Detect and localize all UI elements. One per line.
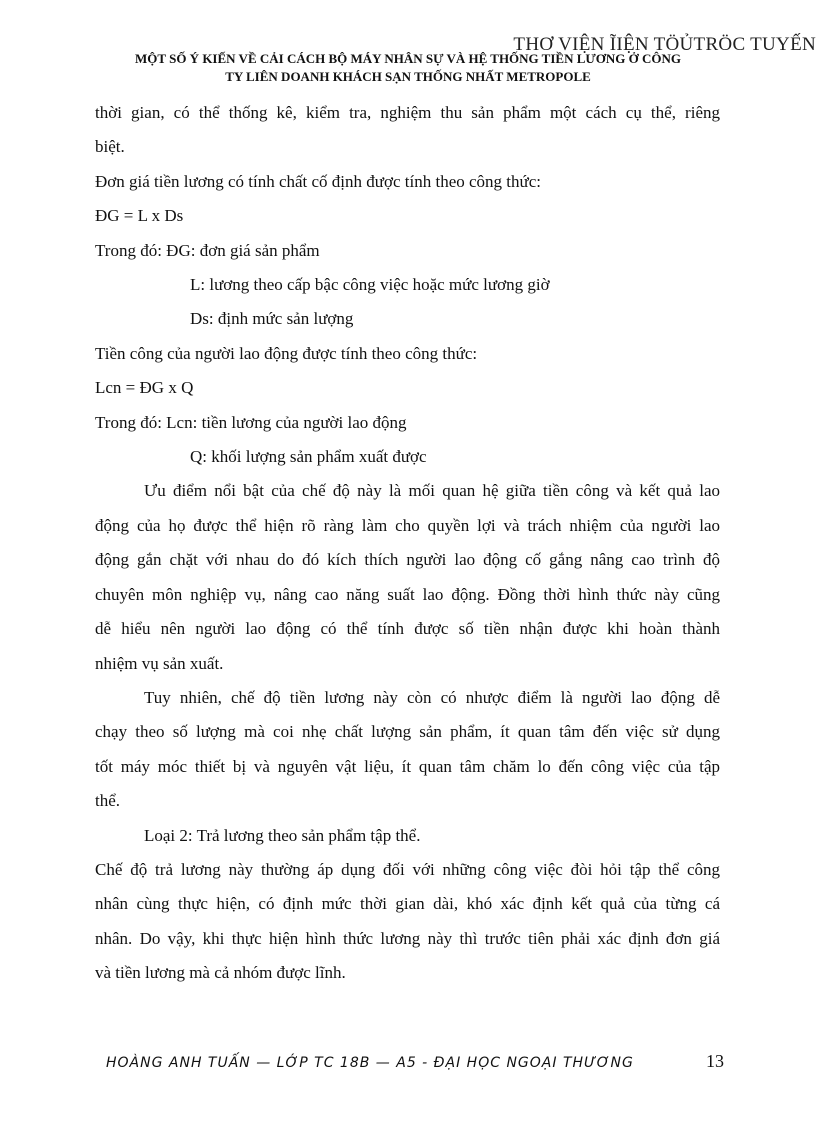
watermark: THƠ VIỆN ĨIỆN TÖỦTRÖC TUYẾN bbox=[513, 34, 816, 55]
header-line-2: TY LIÊN DOANH KHÁCH SẠN THỐNG NHẤT METROPOLE bbox=[225, 69, 591, 84]
definition-line: L: lương theo cấp bậc công việc hoặc mức lương giờ bbox=[190, 275, 550, 295]
text-line: biệt. bbox=[95, 137, 125, 157]
footer-author: HOÀNG ANH TUẤN — LỚP TC 18B — A5 - ĐẠI HỌC NGOẠI THƯƠNG bbox=[106, 1055, 634, 1071]
text-line: nhân cùng thực hiện, có định mức thời gian dài, khó xác định kết quả của từng cá bbox=[95, 894, 720, 914]
text-line: Trong đó: ĐG: đơn giá sản phẩm bbox=[95, 240, 320, 260]
text-line: chuyên môn nghiệp vụ, nâng cao năng suất lao động. Đồng thời hình thức này cũng bbox=[95, 584, 720, 604]
text-line: Ưu điểm nổi bật của chế độ này là mối quan hệ giữa tiền công và kết quả lao bbox=[144, 481, 720, 501]
text-line: Đơn giá tiền lương có tính chất cố định được tính theo công thức: bbox=[95, 171, 541, 191]
document-body bbox=[95, 96, 720, 991]
text-line: Tuy nhiên, chế độ tiền lương này còn có nhược điểm là người lao động dễ bbox=[144, 687, 720, 707]
text-line: nhiệm vụ sản xuất. bbox=[95, 653, 224, 673]
definition-line: Ds: định mức sản lượng bbox=[190, 309, 354, 329]
text-line: Chế độ trả lương này thường áp dụng đối với những công việc đòi hỏi tập thể công bbox=[95, 859, 720, 879]
text-line: thể. bbox=[95, 791, 121, 811]
text-line: chạy theo số lượng mà coi nhẹ chất lượng sản phẩm, ít quan tâm đến việc sử dụng bbox=[95, 722, 720, 742]
section-label: Loại 2: Trả lương theo sản phẩm tập thể. bbox=[144, 825, 421, 845]
document-header bbox=[80, 50, 736, 86]
text-line: Tiền công của người lao động được tính theo công thức: bbox=[95, 343, 478, 363]
page-number: 13 bbox=[706, 1051, 724, 1071]
text-line: thời gian, có thể thống kê, kiểm tra, nghiệm thu sản phẩm một cách cụ thể, riêng bbox=[95, 103, 720, 122]
document-footer bbox=[106, 1051, 724, 1072]
formula-line: Lcn = ĐG x Q bbox=[95, 378, 194, 398]
text-line: Trong đó: Lcn: tiền lương của người lao động bbox=[95, 412, 407, 432]
text-line: động gắn chặt với nhau do đó kích thích người lao động cố gắng nâng cao trình độ bbox=[95, 550, 720, 570]
formula-line: ĐG = L x Ds bbox=[95, 206, 184, 226]
definition-line: Q: khối lượng sản phẩm xuất được bbox=[190, 447, 427, 467]
text-line: và tiền lương mà cả nhóm được lĩnh. bbox=[95, 963, 346, 983]
text-line: tốt máy móc thiết bị và nguyên vật liệu, ít quan tâm chăm lo đến công việc của tập bbox=[95, 756, 720, 776]
text-line: nhân. Do vậy, khi thực hiện hình thức lương này thì trước tiên phải xác định đơn giá bbox=[95, 928, 720, 948]
header-line-1: MỘT SỐ Ý KIẾN VỀ CẢI CÁCH BỘ MÁY NHÂN SỰ VÀ HỆ THỐNG TIỀN LƯƠNG Ở CÔNG bbox=[135, 51, 681, 66]
text-line: động của họ được thể hiện rõ ràng làm cho quyền lợi và trách nhiệm của người lao bbox=[95, 515, 720, 535]
text-line: dễ hiểu nên người lao động có thể tính được số tiền nhận được khi hoàn thành bbox=[95, 619, 720, 639]
